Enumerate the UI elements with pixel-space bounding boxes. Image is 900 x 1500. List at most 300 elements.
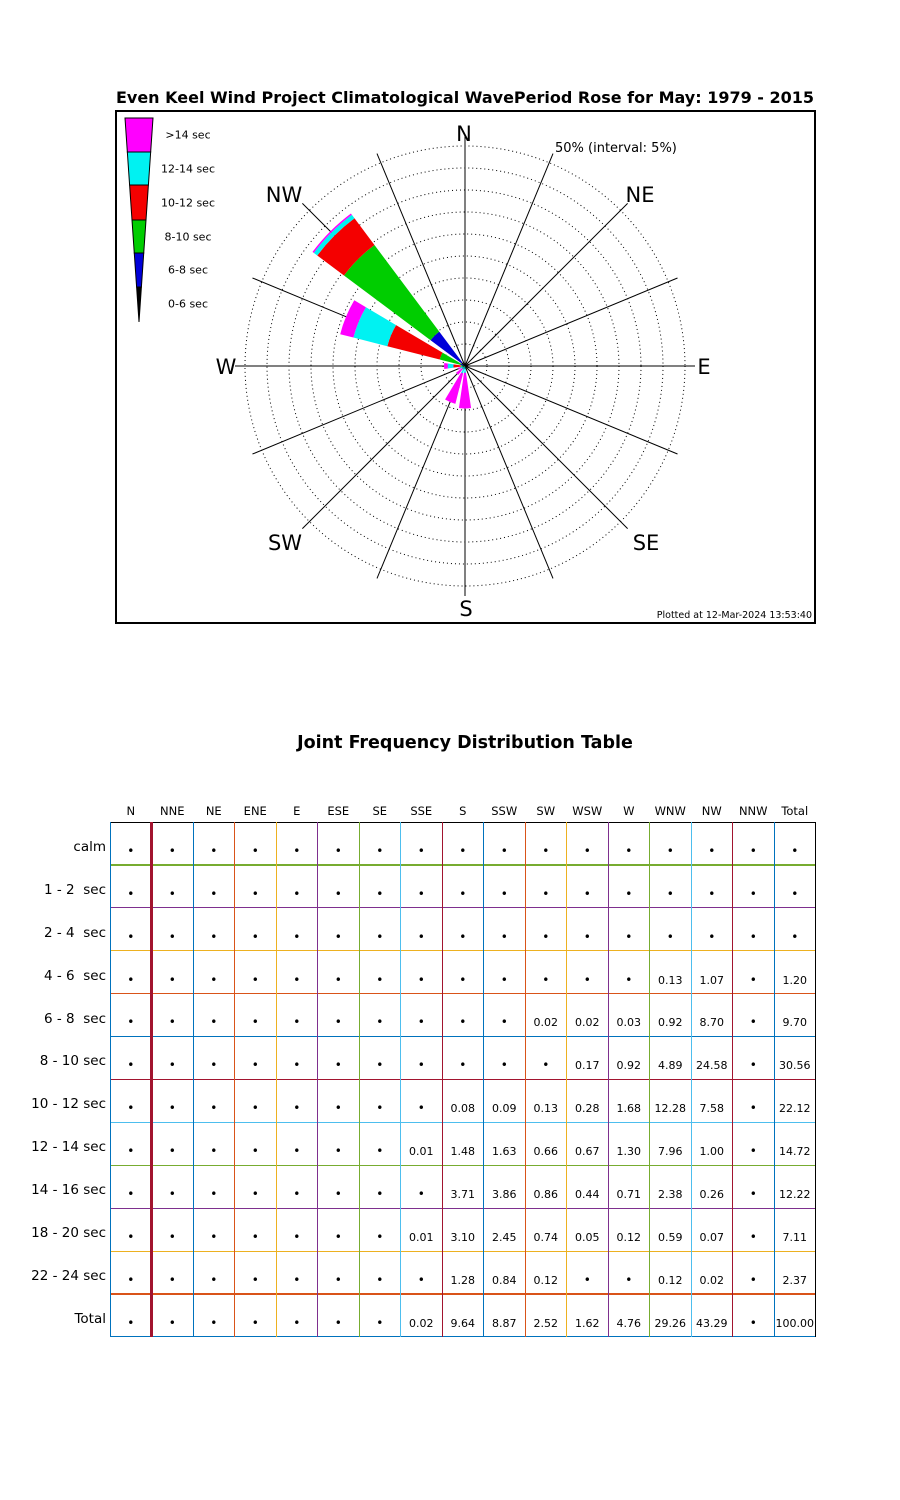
- h-grid-line: [110, 1079, 816, 1080]
- table-cell: 0.92: [658, 1016, 683, 1030]
- table-cell: •: [334, 1144, 342, 1159]
- legend-swatch: [134, 253, 143, 287]
- table-cell: 3.86: [492, 1188, 517, 1202]
- table-cell: 22.12: [779, 1102, 811, 1116]
- rose-wedge-W: [448, 364, 454, 369]
- table-cell: 100.00: [775, 1316, 814, 1330]
- table-cell: 2.37: [782, 1273, 807, 1287]
- legend-swatch: [127, 152, 150, 185]
- table-cell: 29.26: [654, 1316, 686, 1330]
- table-cell: 7.96: [658, 1145, 683, 1159]
- table-cell: •: [168, 843, 176, 858]
- h-grid-line: [110, 1293, 816, 1294]
- table-cell: •: [417, 1058, 425, 1073]
- table-cell: •: [251, 1272, 259, 1287]
- row-label: 6 - 8 sec: [44, 1010, 106, 1027]
- table-cell: •: [749, 843, 757, 858]
- table-cell: •: [293, 1015, 301, 1030]
- table-cell: 4.76: [616, 1316, 641, 1330]
- table-cell: •: [376, 929, 384, 944]
- table-cell: •: [210, 886, 218, 901]
- compass-label-SW: SW: [267, 531, 303, 555]
- table-cell: •: [168, 929, 176, 944]
- table-cell: 3.71: [450, 1188, 475, 1202]
- table-cell: •: [708, 843, 716, 858]
- table-cell: 9.64: [450, 1316, 475, 1330]
- v-grid-line: [400, 822, 401, 1337]
- v-grid-line: [525, 822, 526, 1337]
- col-header-N: N: [126, 804, 136, 818]
- h-grid-line: [110, 864, 816, 865]
- table-cell: 0.07: [699, 1230, 724, 1244]
- table-cell: •: [251, 972, 259, 987]
- table-cell: •: [334, 1187, 342, 1202]
- legend-label: 8-10 sec: [164, 230, 212, 244]
- col-header-NNE: NNE: [160, 804, 185, 818]
- v-grid-line: [317, 822, 318, 1337]
- table-cell: •: [376, 1229, 384, 1244]
- row-label: 1 - 2 sec: [44, 881, 106, 898]
- h-grid-line: [110, 907, 816, 908]
- col-header-NE: NE: [205, 804, 222, 818]
- table-cell: •: [210, 1229, 218, 1244]
- col-header-W: W: [623, 804, 635, 818]
- table-cell: •: [334, 886, 342, 901]
- table-cell: •: [251, 1101, 259, 1116]
- table-cell: •: [417, 1101, 425, 1116]
- row-label: 12 - 14 sec: [31, 1139, 106, 1156]
- table-cell: •: [708, 886, 716, 901]
- table-cell: 0.02: [575, 1016, 600, 1030]
- table-cell: •: [459, 972, 467, 987]
- table-cell: •: [210, 1015, 218, 1030]
- table-cell: •: [210, 972, 218, 987]
- table-cell: 4.89: [658, 1059, 683, 1073]
- table-cell: 0.92: [616, 1059, 641, 1073]
- table-cell: 14.72: [779, 1145, 811, 1159]
- table-cell: •: [376, 1015, 384, 1030]
- col-header-Total: Total: [781, 804, 809, 818]
- table-cell: •: [127, 1229, 135, 1244]
- radial-scale-label: 50% (interval: 5%): [555, 141, 677, 156]
- table-cell: 0.02: [409, 1316, 434, 1330]
- direction-spoke: [465, 278, 677, 366]
- table-cell: •: [625, 886, 633, 901]
- row-label: Total: [74, 1310, 106, 1327]
- v-grid-line: [276, 822, 277, 1337]
- table-cell: •: [791, 886, 799, 901]
- table-cell: 0.01: [409, 1230, 434, 1244]
- table-cell: •: [749, 1272, 757, 1287]
- table-cell: •: [500, 1015, 508, 1030]
- table-cell: •: [666, 843, 674, 858]
- chart-title: Even Keel Wind Project Climatological WavePeriod Rose for May: 1979 - 2015: [115, 88, 815, 107]
- table-cell: •: [251, 1229, 259, 1244]
- table-cell: 0.86: [533, 1188, 558, 1202]
- v-grid-line: [234, 822, 235, 1337]
- table-cell: •: [583, 1272, 591, 1287]
- table-cell: 1.63: [492, 1145, 517, 1159]
- table-cell: •: [417, 1015, 425, 1030]
- legend-swatch: [132, 220, 146, 253]
- table-cell: 1.62: [575, 1316, 600, 1330]
- v-grid-line: [110, 822, 111, 1337]
- table-cell: •: [168, 1144, 176, 1159]
- compass-label-SE: SE: [632, 531, 660, 555]
- h-grid-line: [110, 950, 816, 951]
- table-cell: •: [376, 1272, 384, 1287]
- table-cell: •: [168, 886, 176, 901]
- table-cell: •: [127, 972, 135, 987]
- v-grid-line: [483, 822, 484, 1337]
- row-label: 10 - 12 sec: [31, 1096, 106, 1113]
- table-cell: 0.02: [533, 1016, 558, 1030]
- table-cell: 0.17: [575, 1059, 600, 1073]
- table-cell: •: [749, 886, 757, 901]
- table-cell: •: [583, 929, 591, 944]
- table-cell: •: [749, 1315, 757, 1330]
- table-cell: 0.59: [658, 1230, 683, 1244]
- direction-spoke: [465, 203, 628, 366]
- legend-label: 10-12 sec: [160, 196, 216, 210]
- col-header-SE: SE: [372, 804, 388, 818]
- h-grid-line: [110, 822, 816, 823]
- table-cell: 0.09: [492, 1102, 517, 1116]
- legend-swatch: [137, 287, 142, 322]
- col-header-E: E: [293, 804, 301, 818]
- table-cell: 2.52: [533, 1316, 558, 1330]
- table-cell: •: [251, 1315, 259, 1330]
- table-cell: •: [500, 929, 508, 944]
- table-cell: •: [376, 1315, 384, 1330]
- table-cell: •: [334, 1101, 342, 1116]
- table-cell: •: [334, 843, 342, 858]
- table-cell: 43.29: [696, 1316, 728, 1330]
- row-label: calm: [73, 838, 106, 855]
- table-cell: •: [293, 1058, 301, 1073]
- table-cell: 0.12: [533, 1273, 558, 1287]
- table-cell: •: [251, 929, 259, 944]
- table-cell: •: [251, 843, 259, 858]
- table-cell: •: [459, 1058, 467, 1073]
- compass-label-S: S: [459, 597, 473, 621]
- v-grid-line: [732, 822, 733, 1337]
- compass-label-N: N: [456, 122, 472, 146]
- table-cell: •: [210, 929, 218, 944]
- table-cell: •: [168, 1058, 176, 1073]
- table-cell: •: [749, 1101, 757, 1116]
- table-cell: •: [666, 886, 674, 901]
- direction-spoke: [465, 154, 553, 366]
- table-cell: •: [210, 1101, 218, 1116]
- table-cell: •: [210, 1058, 218, 1073]
- table-cell: •: [542, 972, 550, 987]
- table-cell: •: [127, 1058, 135, 1073]
- table-cell: 0.01: [409, 1145, 434, 1159]
- table-cell: •: [168, 1315, 176, 1330]
- table-cell: 0.13: [533, 1102, 558, 1116]
- direction-spoke: [465, 366, 553, 578]
- table-cell: •: [625, 843, 633, 858]
- row-label: 8 - 10 sec: [39, 1053, 106, 1070]
- table-cell: •: [334, 929, 342, 944]
- compass-label-E: E: [697, 355, 711, 379]
- table-cell: •: [293, 972, 301, 987]
- table-cell: •: [376, 886, 384, 901]
- compass-label-NE: NE: [625, 183, 655, 207]
- col-header-NW: NW: [701, 804, 722, 818]
- table-cell: 0.13: [658, 973, 683, 987]
- row-label: 14 - 16 sec: [31, 1182, 106, 1199]
- table-cell: •: [376, 1058, 384, 1073]
- table-cell: 30.56: [779, 1059, 811, 1073]
- table-cell: •: [293, 886, 301, 901]
- table-cell: •: [500, 886, 508, 901]
- table-cell: •: [417, 843, 425, 858]
- row-label: 2 - 4 sec: [44, 924, 106, 941]
- table-cell: 3.10: [450, 1230, 475, 1244]
- table-cell: •: [334, 1015, 342, 1030]
- table-cell: •: [749, 929, 757, 944]
- row-label: 4 - 6 sec: [44, 967, 106, 984]
- table-cell: •: [251, 1187, 259, 1202]
- table-cell: 0.03: [616, 1016, 641, 1030]
- table-cell: •: [127, 1315, 135, 1330]
- table-cell: •: [127, 929, 135, 944]
- table-cell: •: [625, 972, 633, 987]
- table-cell: •: [127, 1015, 135, 1030]
- table-cell: 9.70: [782, 1016, 807, 1030]
- h-grid-line: [110, 1251, 816, 1252]
- v-grid-line: [442, 822, 443, 1337]
- table-cell: •: [168, 1015, 176, 1030]
- table-cell: •: [417, 1272, 425, 1287]
- table-cell: •: [334, 1058, 342, 1073]
- table-cell: 12.22: [779, 1188, 811, 1202]
- table-cell: 0.84: [492, 1273, 517, 1287]
- row-label: 22 - 24 sec: [31, 1267, 106, 1284]
- rose-wedge-W: [453, 364, 460, 367]
- table-cell: 12.28: [654, 1102, 686, 1116]
- table-cell: •: [625, 929, 633, 944]
- table-cell: •: [417, 929, 425, 944]
- table-cell: •: [127, 1272, 135, 1287]
- direction-spoke: [302, 366, 465, 529]
- v-grid-line: [815, 822, 816, 1337]
- table-cell: •: [542, 886, 550, 901]
- table-cell: 0.26: [699, 1188, 724, 1202]
- table-cell: •: [127, 1144, 135, 1159]
- table-cell: •: [708, 929, 716, 944]
- table-cell: •: [293, 1101, 301, 1116]
- legend-swatch: [125, 118, 153, 152]
- table-cell: 2.38: [658, 1188, 683, 1202]
- direction-spoke: [253, 366, 465, 454]
- table-cell: •: [749, 1187, 757, 1202]
- table-cell: •: [127, 1187, 135, 1202]
- compass-label-W: W: [215, 355, 237, 379]
- v-grid-line: [566, 822, 567, 1337]
- table-cell: 0.12: [616, 1230, 641, 1244]
- table-cell: 1.00: [699, 1145, 724, 1159]
- table-cell: •: [459, 843, 467, 858]
- v-grid-line: [608, 822, 609, 1337]
- table-cell: •: [459, 886, 467, 901]
- table-cell: •: [127, 886, 135, 901]
- table-cell: 24.58: [696, 1059, 728, 1073]
- table-cell: •: [251, 1015, 259, 1030]
- table-cell: 0.08: [450, 1102, 475, 1116]
- compass-label-NW: NW: [265, 183, 303, 207]
- col-header-SSE: SSE: [410, 804, 433, 818]
- col-header-WSW: WSW: [572, 804, 603, 818]
- h-grid-line: [110, 1036, 816, 1037]
- table-cell: •: [168, 1187, 176, 1202]
- plotted-at-timestamp: Plotted at 12-Mar-2024 13:53:40: [656, 610, 812, 621]
- table-cell: 0.12: [658, 1273, 683, 1287]
- table-cell: 0.67: [575, 1145, 600, 1159]
- v-grid-line: [649, 822, 650, 1337]
- table-cell: •: [334, 1272, 342, 1287]
- table-cell: •: [376, 843, 384, 858]
- v-grid-line: [774, 822, 775, 1337]
- table-cell: •: [210, 1144, 218, 1159]
- table-cell: •: [168, 1272, 176, 1287]
- table-cell: 1.28: [450, 1273, 475, 1287]
- table-cell: 8.87: [492, 1316, 517, 1330]
- table-cell: •: [542, 929, 550, 944]
- table-cell: •: [293, 843, 301, 858]
- table-cell: •: [293, 929, 301, 944]
- table-cell: •: [459, 1015, 467, 1030]
- table-cell: •: [583, 843, 591, 858]
- legend-swatch: [130, 185, 149, 220]
- wave-rose-plot: [117, 112, 814, 622]
- table-cell: •: [210, 1272, 218, 1287]
- rose-wedge-W: [444, 363, 448, 369]
- table-cell: •: [210, 843, 218, 858]
- table-cell: •: [376, 1144, 384, 1159]
- table-cell: •: [168, 972, 176, 987]
- table-cell: •: [500, 972, 508, 987]
- col-header-ESE: ESE: [327, 804, 350, 818]
- table-cell: •: [293, 1315, 301, 1330]
- table-cell: •: [625, 1272, 633, 1287]
- v-grid-line: [359, 822, 360, 1337]
- table-cell: 0.74: [533, 1230, 558, 1244]
- table-title: Joint Frequency Distribution Table: [297, 733, 633, 753]
- table-cell: •: [168, 1229, 176, 1244]
- table-cell: 7.58: [699, 1102, 724, 1116]
- table-cell: •: [293, 1187, 301, 1202]
- table-cell: •: [583, 972, 591, 987]
- row-label: 18 - 20 sec: [31, 1225, 106, 1242]
- legend-label: >14 sec: [165, 128, 211, 142]
- legend-label: 12-14 sec: [160, 162, 216, 176]
- col-header-SSW: SSW: [491, 804, 518, 818]
- table-cell: •: [417, 1187, 425, 1202]
- table-cell: •: [459, 929, 467, 944]
- table-cell: 1.68: [616, 1102, 641, 1116]
- table-cell: •: [251, 1144, 259, 1159]
- table-cell: •: [583, 886, 591, 901]
- v-grid-line: [691, 822, 692, 1337]
- table-cell: •: [417, 972, 425, 987]
- col-header-S: S: [459, 804, 467, 818]
- table-cell: •: [168, 1101, 176, 1116]
- h-grid-line: [110, 1122, 816, 1123]
- table-cell: 1.30: [616, 1145, 641, 1159]
- table-cell: •: [127, 1101, 135, 1116]
- table-cell: •: [210, 1187, 218, 1202]
- table-cell: •: [376, 972, 384, 987]
- table-cell: •: [127, 843, 135, 858]
- v-grid-line: [150, 822, 152, 1337]
- table-cell: •: [251, 1058, 259, 1073]
- table-cell: •: [791, 843, 799, 858]
- table-cell: •: [376, 1187, 384, 1202]
- table-cell: •: [749, 1058, 757, 1073]
- direction-spoke: [465, 366, 628, 529]
- table-cell: •: [417, 886, 425, 901]
- table-cell: •: [749, 1144, 757, 1159]
- col-header-ENE: ENE: [243, 804, 267, 818]
- table-cell: 7.11: [782, 1230, 807, 1244]
- table-cell: •: [334, 1229, 342, 1244]
- direction-spoke: [465, 366, 677, 454]
- table-cell: •: [500, 1058, 508, 1073]
- table-cell: •: [542, 1058, 550, 1073]
- table-cell: •: [791, 929, 799, 944]
- table-cell: •: [749, 972, 757, 987]
- table-cell: 2.45: [492, 1230, 517, 1244]
- h-grid-line: [110, 993, 816, 994]
- h-grid-line: [110, 1208, 816, 1209]
- table-cell: •: [542, 843, 550, 858]
- table-cell: •: [210, 1315, 218, 1330]
- table-cell: 0.71: [616, 1188, 641, 1202]
- table-cell: •: [500, 843, 508, 858]
- h-grid-line: [110, 1336, 816, 1337]
- table-cell: 1.07: [699, 973, 724, 987]
- table-cell: •: [293, 1272, 301, 1287]
- table-cell: 1.20: [782, 973, 807, 987]
- table-cell: 0.28: [575, 1102, 600, 1116]
- wave-rose-panel: [115, 110, 816, 624]
- col-header-NNW: NNW: [738, 804, 768, 818]
- table-cell: 0.02: [699, 1273, 724, 1287]
- table-cell: •: [666, 929, 674, 944]
- legend-label: 6-8 sec: [167, 263, 209, 277]
- table-cell: •: [376, 1101, 384, 1116]
- h-grid-line: [110, 1165, 816, 1166]
- col-header-SW: SW: [536, 804, 556, 818]
- table-cell: 0.05: [575, 1230, 600, 1244]
- table-cell: •: [749, 1015, 757, 1030]
- legend-label: 0-6 sec: [167, 297, 209, 311]
- table-cell: 0.66: [533, 1145, 558, 1159]
- table-cell: 1.48: [450, 1145, 475, 1159]
- table-cell: 8.70: [699, 1016, 724, 1030]
- table-cell: •: [293, 1144, 301, 1159]
- table-cell: 0.44: [575, 1188, 600, 1202]
- table-cell: •: [749, 1229, 757, 1244]
- table-cell: •: [251, 886, 259, 901]
- v-grid-line: [193, 822, 194, 1337]
- table-cell: •: [334, 1315, 342, 1330]
- table-cell: •: [293, 1229, 301, 1244]
- col-header-WNW: WNW: [654, 804, 686, 818]
